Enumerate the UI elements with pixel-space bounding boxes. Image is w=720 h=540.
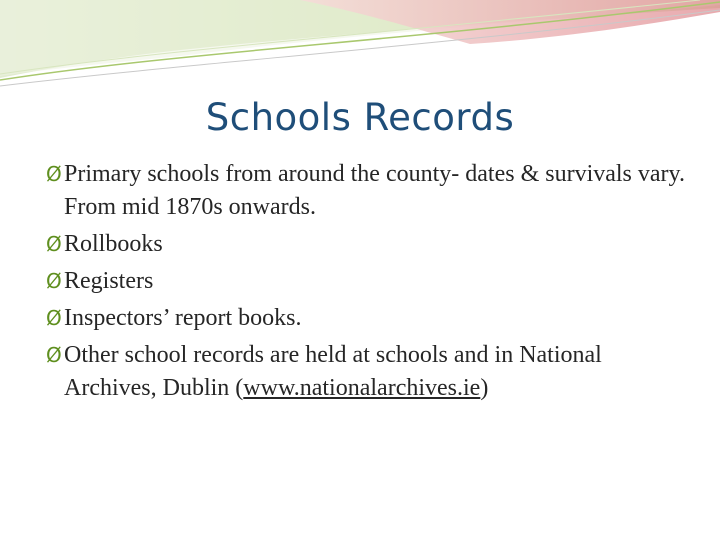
bullet-text-suffix: )	[480, 375, 489, 401]
arrow-bullet-icon: Ø	[46, 232, 62, 256]
national-archives-link[interactable]: www.nationalarchives.ie	[243, 375, 481, 401]
page-title: Schools Records	[205, 96, 515, 139]
bullet-text: Primary schools from around the county- dates & survivals vary. From mid 1870s onwards.	[64, 161, 685, 220]
bullet-text: Registers	[64, 268, 154, 294]
arrow-bullet-icon: Ø	[46, 269, 62, 293]
list-item	[46, 339, 686, 405]
bullet-text: Rollbooks	[64, 231, 163, 257]
list-item	[46, 228, 686, 261]
arrow-bullet-icon: Ø	[46, 343, 62, 367]
arrow-bullet-icon: Ø	[46, 306, 62, 330]
list-item	[46, 265, 686, 298]
header-decoration	[0, 0, 720, 90]
bullet-list	[46, 158, 686, 409]
bullet-text-prefix: Other school records are held at schools and in National Archives, Dublin (	[64, 342, 602, 401]
list-item	[46, 158, 686, 224]
bullet-text: Inspectors’ report books.	[64, 305, 302, 331]
list-item	[46, 302, 686, 335]
arrow-bullet-icon: Ø	[46, 162, 62, 186]
